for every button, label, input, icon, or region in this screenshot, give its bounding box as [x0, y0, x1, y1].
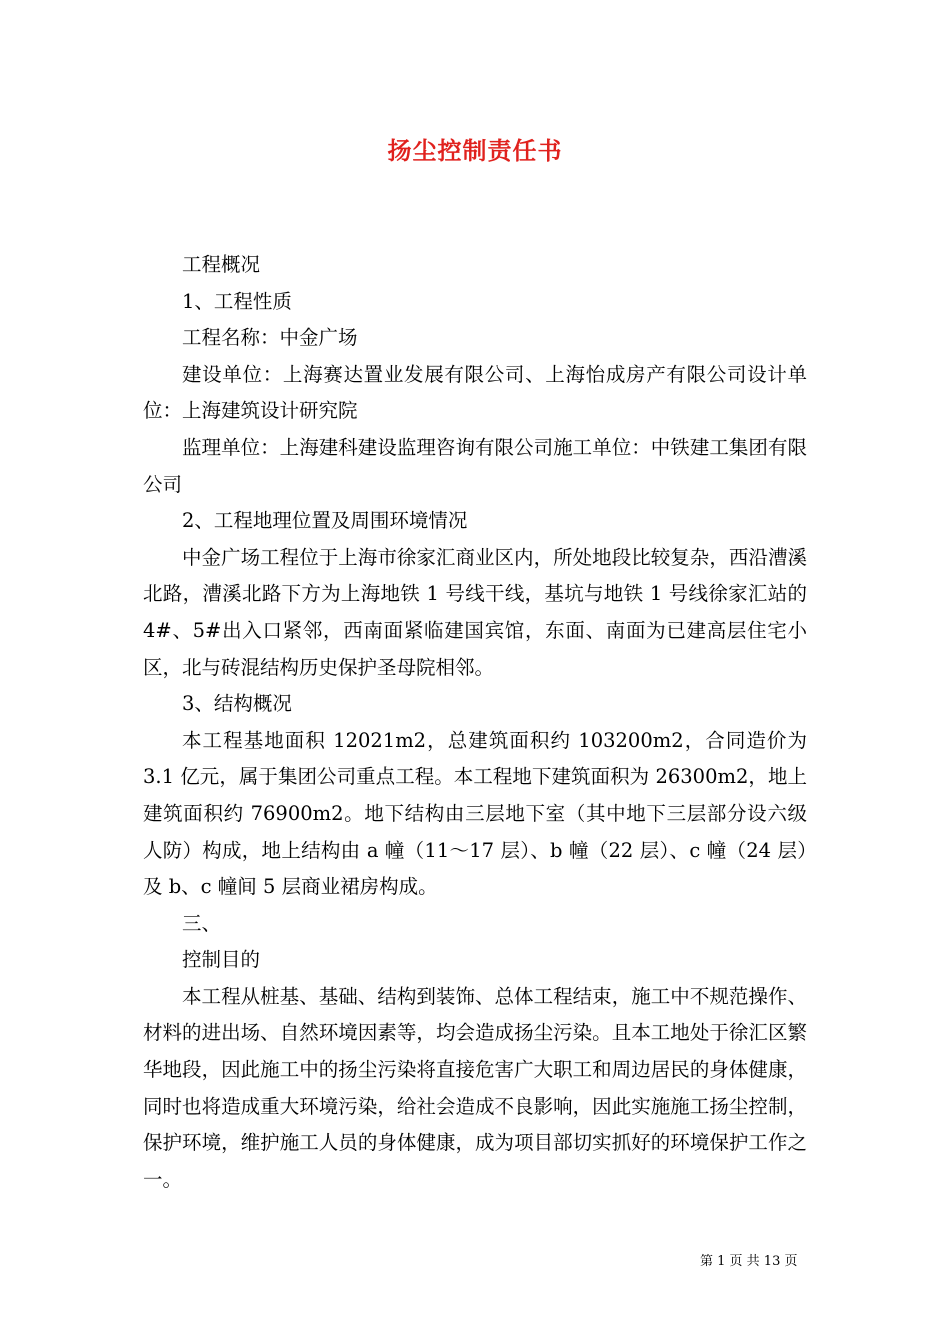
- page-footer: [700, 1250, 797, 1269]
- construction-units: 建设单位：上海赛达置业发展有限公司、上海怡成房产有限公司设计单位：上海建筑设计研究院: [143, 362, 807, 423]
- structure-paragraph: 本工程基地面积 12021m2，总建筑面积约 103200m2，合同造价为 3.1 亿元，属于集团公司重点工程。本工程地下建筑面积为 26300m2，地上建筑面积约 76900m2。地下结构由三层地下室（其中地下三层部分设六级人防）构成，地上结构由 a 幢（11～17 层）、b 幢（22 层）、c 幢（24 层）及 b、c 幢间 5 层商业裙房构成。: [143, 728, 807, 899]
- section-heading-overview: 工程概况: [182, 253, 261, 276]
- subsection-heading-location: 2、工程地理位置及周围环境情况: [182, 509, 468, 533]
- purpose-paragraph: 本工程从桩基、基础、结构到装饰、总体工程结束，施工中不规范操作、材料的进出场、自然环境因素等，均会造成扬尘污染。且本工地处于徐汇区繁华地段，因此施工中的扬尘污染将直接危害广大职工和周边居民的身体健康，同时也将造成重大环境污染，给社会造成不良影响，因此实施施工扬尘控制，保护环境，维护施工人员的身体健康，成为项目部切实抓好的环境保护工作之一。: [143, 984, 807, 1191]
- page-number: 第 1 页 共 13 页: [700, 1254, 798, 1269]
- project-name: 工程名称：中金广场: [182, 326, 358, 350]
- section-number-three: 三、: [182, 911, 222, 935]
- document-body: [143, 247, 807, 1198]
- location-paragraph: 中金广场工程位于上海市徐家汇商业区内，所处地段比较复杂，西沿漕溪北路，漕溪北路下方为上海地铁 1 号线干线，基坑与地铁 1 号线徐家汇站的 4#、5#出入口紧邻，西南面紧临建国宾馆，东面、南面为已建高层住宅小区，北与砖混结构历史保护圣母院相邻。: [143, 545, 807, 679]
- section-heading-purpose: 控制目的: [182, 948, 261, 972]
- subsection-heading-structure: 3、结构概况: [182, 692, 292, 716]
- supervision-units: 监理单位：上海建科建设监理咨询有限公司施工单位：中铁建工集团有限公司: [143, 435, 807, 496]
- document-title: 扬尘控制责任书: [387, 136, 563, 165]
- subsection-heading-nature: 1、工程性质: [182, 289, 292, 313]
